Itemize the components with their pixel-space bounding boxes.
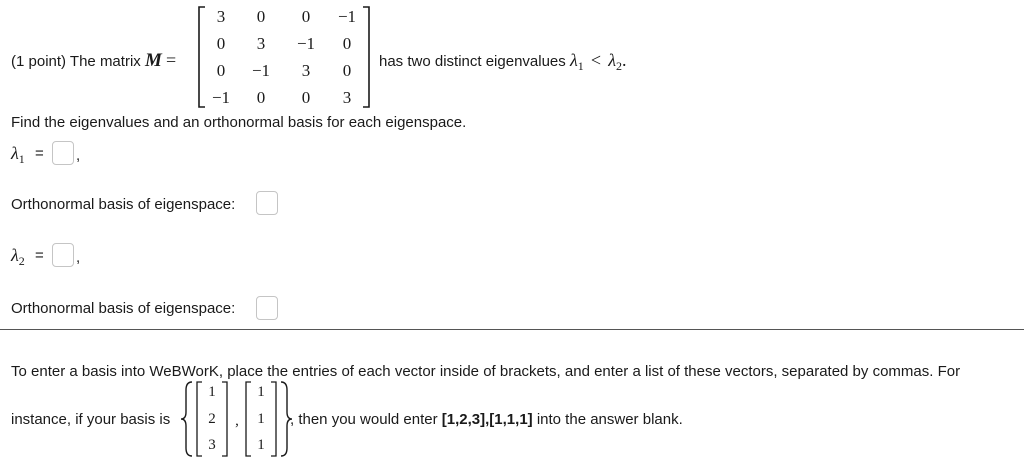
section-divider (0, 329, 1024, 330)
hint-line2-rest (290, 411, 683, 429)
basis2-label: Orthonormal basis of eigenspace: (11, 300, 236, 317)
vector2-entry: 1 (257, 384, 265, 400)
vector-separator: , (235, 413, 239, 429)
hint-line1: To enter a basis into WeBWorK, place the entries of each vector inside of brackets, and enter a list of these vectors, separated by commas. For (11, 363, 961, 380)
eigenvalue-statement (379, 51, 627, 71)
matrix-cell: −1 (296, 34, 316, 53)
matrix-cell: 0 (216, 61, 226, 80)
statement-text: has two distinct eigenvalues (379, 53, 566, 70)
lambda1-label (11, 143, 25, 164)
lambda2-equals: = (35, 247, 44, 264)
vector2-entry: 1 (257, 411, 265, 427)
matrix-cell: 0 (301, 88, 311, 107)
matrix-cell: 0 (301, 7, 311, 26)
lambda1-input[interactable] (52, 141, 74, 165)
matrix-m (195, 4, 375, 110)
lambda-subscript: 2 (18, 254, 25, 268)
matrix-cell: 3 (301, 61, 311, 80)
instruction-text: Find the eigenvalues and an orthonormal basis for each eigenspace. (11, 114, 467, 131)
equals-sign: = (166, 50, 177, 70)
lambda-char: λ (608, 50, 617, 70)
lambda-char: λ (11, 143, 19, 163)
example-answer: [1,2,3],[1,1,1] (441, 411, 533, 428)
vector2-entry: 1 (257, 437, 265, 453)
matrix-cell: 3 (256, 34, 266, 53)
matrix-symbol: M (144, 50, 162, 71)
basis1-input[interactable] (256, 191, 278, 215)
matrix-cell: 3 (216, 7, 226, 26)
matrix-cell: −1 (251, 61, 271, 80)
lambda-subscript: 2 (616, 59, 623, 73)
lambda1-comma: , (76, 147, 81, 164)
vector1-entry: 2 (208, 411, 216, 427)
hint-middle: , then you would enter (290, 411, 438, 428)
matrix-cell: 0 (216, 34, 226, 53)
lambda-symbol (569, 50, 584, 73)
matrix-cell: 0 (342, 61, 352, 80)
vector1-entry: 1 (208, 384, 216, 400)
lambda1-equals: = (35, 145, 44, 162)
hint-suffix: into the answer blank. (536, 411, 683, 428)
lambda2-input[interactable] (52, 243, 74, 267)
basis1-label: Orthonormal basis of eigenspace: (11, 196, 236, 213)
matrix-cell: 0 (342, 34, 352, 53)
problem-prefix: (1 point) The matrix (11, 53, 141, 70)
matrix-cell: 3 (342, 88, 352, 107)
basis2-input[interactable] (256, 296, 278, 320)
hint-line2-prefix: instance, if your basis is (11, 411, 171, 428)
lambda2-label (11, 245, 25, 266)
lambda-subscript: 1 (18, 152, 25, 166)
lambda2-comma: , (76, 249, 81, 266)
period: . (622, 50, 627, 70)
problem-intro (11, 51, 176, 71)
matrix-cell: 0 (256, 7, 266, 26)
matrix-cell: 0 (256, 88, 266, 107)
lambda-char: λ (569, 50, 578, 70)
matrix-cell: −1 (337, 7, 357, 26)
vector1-entry: 3 (208, 437, 216, 453)
matrix-cell: −1 (211, 88, 231, 107)
lambda-char: λ (11, 245, 19, 265)
less-than-sign: < (590, 50, 602, 70)
example-basis-set (180, 380, 295, 458)
lambda-symbol (608, 50, 623, 73)
lambda-subscript: 1 (577, 59, 584, 73)
